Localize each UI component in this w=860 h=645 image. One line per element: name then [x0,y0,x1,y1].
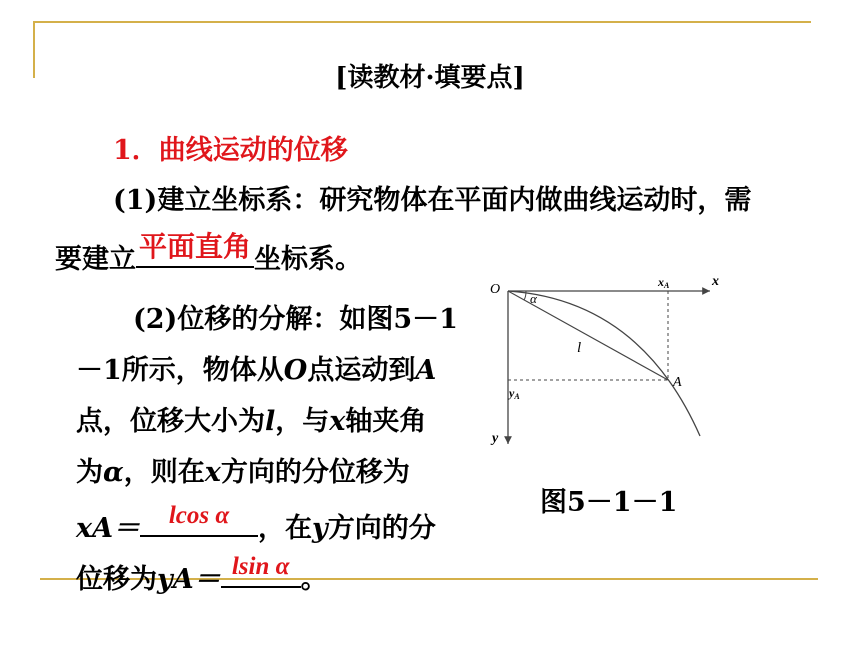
p2-l3-text-c: ，与 [275,406,330,437]
answer-plane-rectangular: 平面直角 [138,230,251,263]
paragraph-1-line-2 [55,230,362,277]
answer-lsin-alpha: lsin α [231,553,290,580]
frame-top-line [33,21,811,23]
trajectory-curve [508,291,700,436]
label-xA: xA [658,275,670,290]
figure-caption: 图5－1－1 [540,487,678,518]
label-alpha: α [530,291,537,306]
var-x-2: x [204,457,221,488]
figure-displacement-diagram [480,268,730,458]
page-title: [读教材·填要点] [335,63,525,93]
label-A: A [673,375,682,390]
answer-blank-plane [136,230,254,268]
paragraph-2-line-1: (2)位移的分解：如图5－1 [133,304,458,335]
p2-l4-text-a: 为 [76,457,103,488]
label-O: O [490,282,501,297]
var-l: l [265,406,276,437]
var-x: x [329,406,346,437]
paragraph-2-line-6 [76,553,328,597]
var-alpha: α [103,457,124,488]
label-y: y [492,431,499,446]
answer-blank-xa [140,502,258,537]
answer-blank-ya [221,553,301,588]
p2-l5-text-d: 方向的分 [327,513,436,544]
answer-lcos-alpha: lcos α [168,502,230,529]
point-o-label: O [283,355,308,386]
label-yA: yA [509,386,520,401]
p2-l4-text-e: 方向的分位移为 [220,457,410,488]
p2-l5-text-b: ，在 [258,513,313,544]
p2-l2-text-a: －1所示，物体从 [76,355,284,386]
paragraph-1-line-1: (1)建立坐标系：研究物体在平面内做曲线运动时，需 [113,185,752,216]
point-a-label: A [415,355,437,386]
paragraph-2-line-2 [76,354,436,388]
xa-equals: xA＝ [76,513,141,544]
p2-l4-text-c: ，则在 [123,457,205,488]
paragraph-2-line-3 [76,405,426,439]
p2-l2-text-c: 点运动到 [307,355,416,386]
paragraph-2-line-4 [76,456,410,490]
p1-prefix: 要建立 [55,244,136,275]
p1-suffix: 坐标系。 [254,244,362,275]
p2-l6-text-a: 位移为 [76,564,157,595]
paragraph-2-line-5 [76,502,436,546]
label-l: l [577,340,582,356]
section-heading: 1．曲线运动的位移 [113,135,348,166]
p2-l3-text-a: 点，位移大小为 [76,406,265,437]
label-x: x [712,274,719,289]
var-y: y [312,513,328,544]
p2-l6-text-c: 。 [300,564,328,595]
ya-equals: yA＝ [157,564,221,595]
p2-l3-text-e: 轴夹角 [345,406,427,437]
